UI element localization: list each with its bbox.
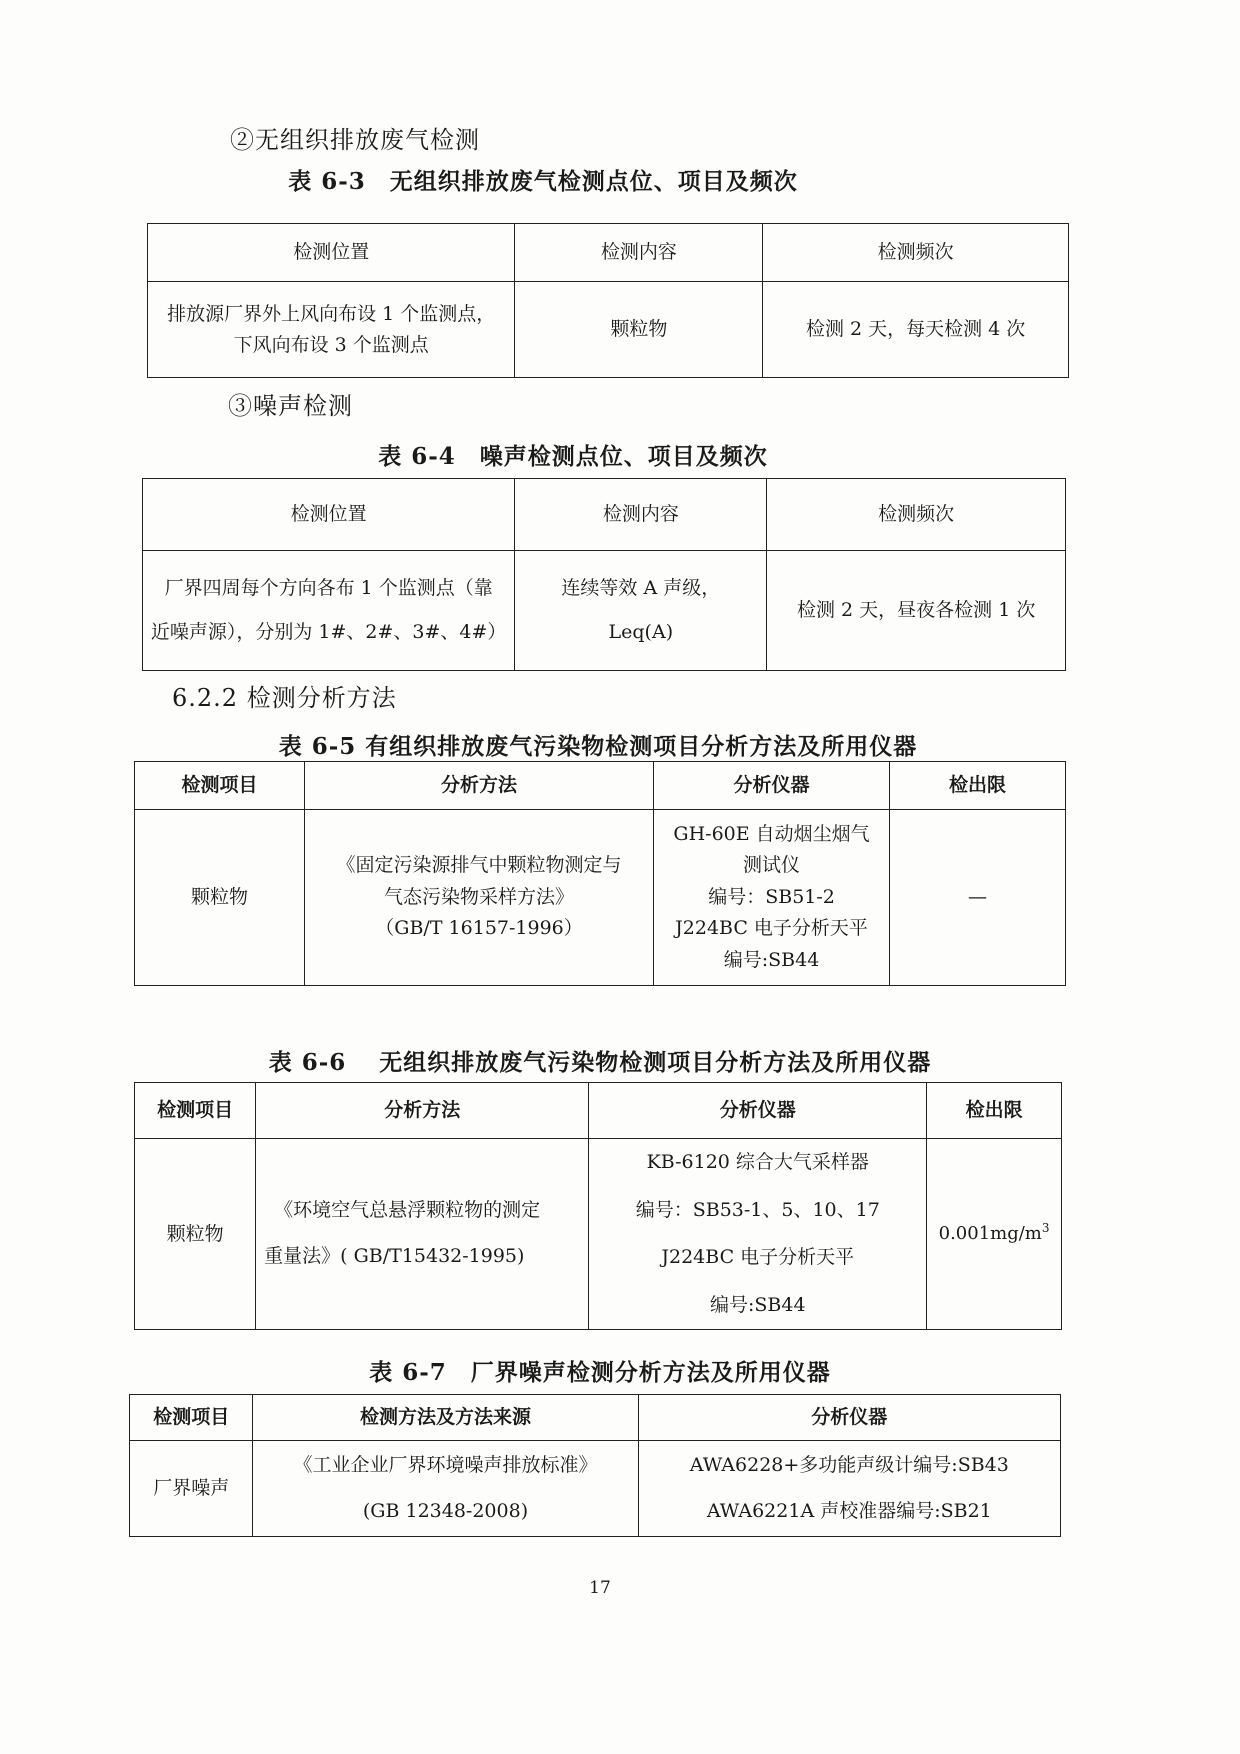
table-header: 检测内容 [515, 479, 767, 551]
table-cell-instrument: KB-6120 综合大气采样器 编号：SB53-1、5、10、17 J224BC 电子分析天平 编号:SB44 [589, 1139, 927, 1330]
table-row [135, 1139, 1062, 1330]
section-heading-method: 6.2.2 检测分析方法 [172, 684, 397, 712]
table-cell-position: 厂界四周每个方向各布 1 个监测点（靠 近噪声源），分别为 1#、2#、3#、4#） [143, 551, 515, 671]
table-6-7-caption: 表 6-7 厂界噪声检测分析方法及所用仪器 [369, 1359, 831, 1386]
table-cell-position: 排放源厂界外上风向布设 1 个监测点， 下风向布设 3 个监测点 [148, 282, 515, 378]
table-header: 分析方法 [256, 1083, 589, 1139]
table-header: 检测频次 [763, 224, 1069, 282]
table-6-5 [134, 761, 1066, 986]
table-6-4 [142, 478, 1066, 671]
table-6-4-caption: 表 6-4 噪声检测点位、项目及频次 [378, 443, 768, 470]
table-cell-limit: — [890, 810, 1066, 986]
table-header: 检测位置 [148, 224, 515, 282]
table-header: 检出限 [890, 762, 1066, 810]
table-cell-instrument: GH-60E 自动烟尘烟气 测试仪 编号：SB51-2 J224BC 电子分析天平 编号:SB44 [654, 810, 890, 986]
table-cell-item: 颗粒物 [135, 1139, 256, 1330]
table-cell-method: 《工业企业厂界环境噪声排放标准》 (GB 12348-2008) [253, 1441, 638, 1537]
table-header: 检测方法及方法来源 [253, 1395, 638, 1441]
table-row [130, 1441, 1061, 1537]
table-header: 检出限 [927, 1083, 1062, 1139]
table-row [148, 282, 1069, 378]
table-cell-frequency: 检测 2 天，昼夜各检测 1 次 [767, 551, 1066, 671]
page-number: 17 [589, 1578, 611, 1598]
table-cell-instrument: AWA6228+多功能声级计编号:SB43 AWA6221A 声校准器编号:SB21 [638, 1441, 1060, 1537]
table-6-7 [129, 1394, 1061, 1537]
table-cell-item: 厂界噪声 [130, 1441, 253, 1537]
section-heading-noise: ③噪声检测 [228, 392, 353, 420]
table-cell-item: 颗粒物 [135, 810, 305, 986]
section-heading-unorganized: ②无组织排放废气检测 [230, 126, 480, 154]
table-header: 检测频次 [767, 479, 1066, 551]
table-header: 检测内容 [515, 224, 763, 282]
table-header: 检测项目 [130, 1395, 253, 1441]
table-6-6 [134, 1082, 1062, 1330]
table-header: 检测项目 [135, 1083, 256, 1139]
table-cell-limit: $0.001mg/m^3$ [927, 1139, 1062, 1330]
table-header: 分析仪器 [638, 1395, 1060, 1441]
table-header: 分析仪器 [654, 762, 890, 810]
table-row [135, 810, 1066, 986]
table-cell-frequency: 检测 2 天，每天检测 4 次 [763, 282, 1069, 378]
table-cell-content: 颗粒物 [515, 282, 763, 378]
table-header: 分析方法 [304, 762, 653, 810]
table-6-6-caption: 表 6-6 无组织排放废气污染物检测项目分析方法及所用仪器 [268, 1049, 932, 1076]
table-6-3-caption: 表 6-3 无组织排放废气检测点位、项目及频次 [288, 168, 798, 195]
table-header: 检测项目 [135, 762, 305, 810]
table-row [143, 551, 1066, 671]
table-cell-content: 连续等效 A 声级， Leq(A) [515, 551, 767, 671]
table-header: 检测位置 [143, 479, 515, 551]
table-header: 分析仪器 [589, 1083, 927, 1139]
table-6-3 [147, 223, 1069, 378]
table-6-5-caption: 表 6-5 有组织排放废气污染物检测项目分析方法及所用仪器 [278, 733, 918, 760]
table-cell-method: 《环境空气总悬浮颗粒物的测定 重量法》( GB/T15432-1995) [256, 1139, 589, 1330]
table-cell-method: 《固定污染源排气中颗粒物测定与 气态污染物采样方法》 （GB/T 16157-1996） [304, 810, 653, 986]
